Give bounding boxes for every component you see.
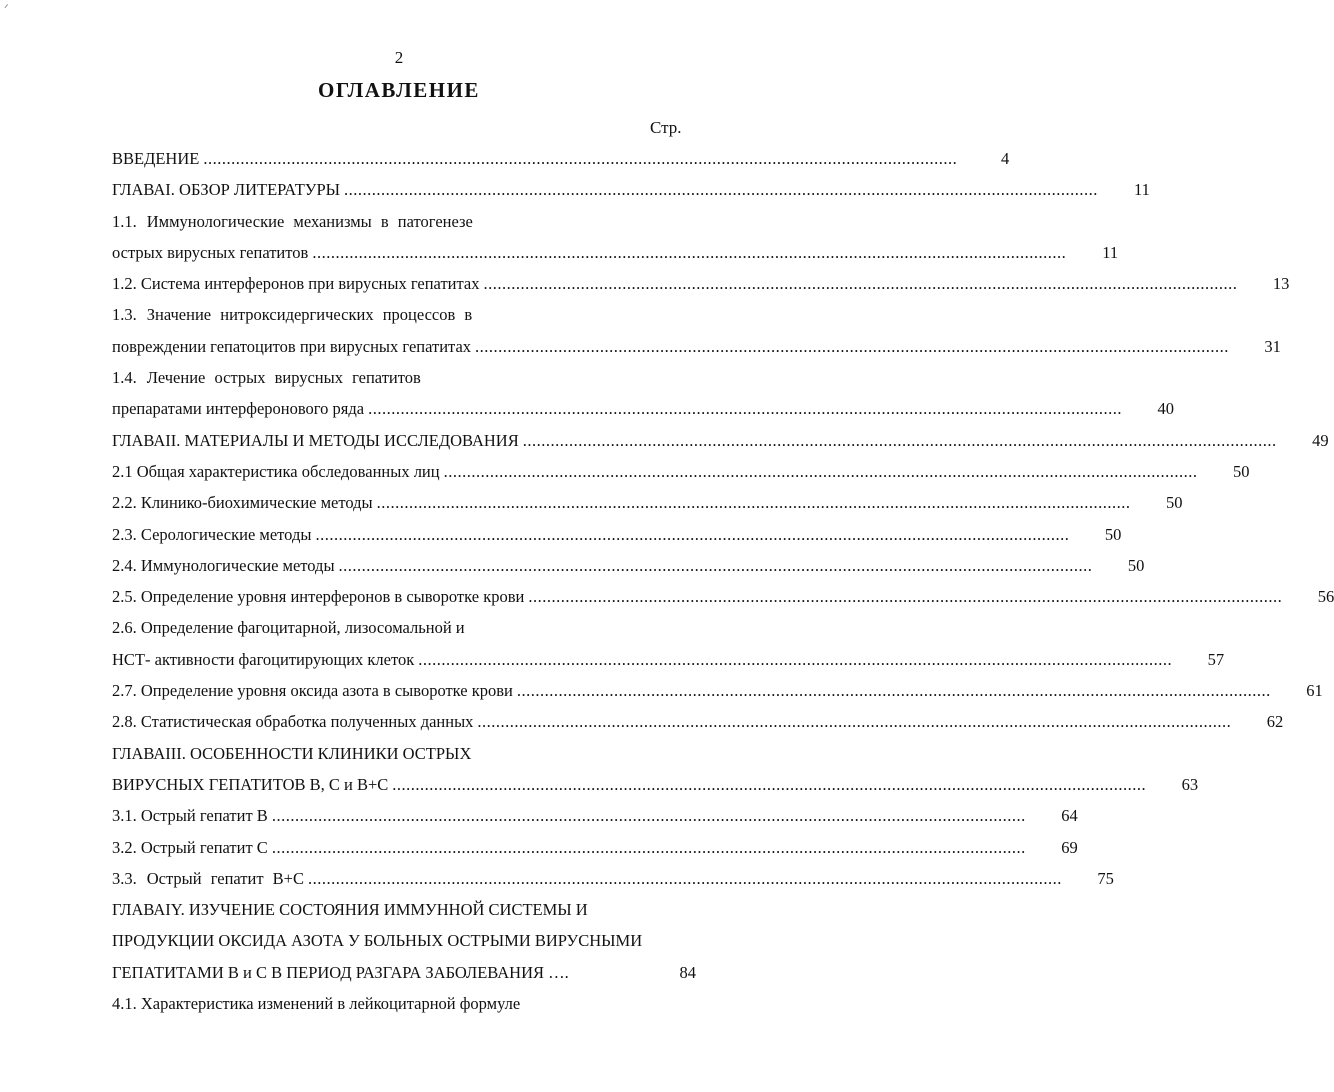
toc-entry (112, 331, 1281, 362)
toc-entry-label: Острый гепатит В+С (146, 868, 304, 888)
toc-entry-page: 11 (1102, 242, 1119, 262)
toc-entry-page: 11 (1134, 180, 1150, 200)
dot-leader: ................................................................................................................................................................... (528, 587, 1283, 607)
toc-entry (112, 675, 1323, 706)
toc-entry-text: ПРОДУКЦИИ ОКСИДА АЗОТА У БОЛЬНЫХ ОСТРЫМИ ВИРУСНЫМИ (112, 931, 643, 951)
toc-entry-text: 3.2. Острый гепатит С (112, 837, 268, 857)
toc-entry (112, 487, 1183, 518)
toc-entry-page: 84 (679, 962, 696, 982)
toc-entry-page: 75 (1097, 868, 1114, 888)
toc-entry-text (112, 362, 421, 393)
toc-entry-text: ГЛАВАIY. ИЗУЧЕНИЕ СОСТОЯНИЯ ИММУННОЙ СИСТЕМЫ И (112, 900, 588, 920)
toc-entry-text: 3.1. Острый гепатит В (112, 806, 268, 826)
toc-entry-text: НСТ- активности фагоцитирующих клеток (112, 649, 415, 669)
toc-entry-page: 49 (1312, 430, 1329, 450)
toc-entry-label: Иммунологические механизмы в патогенезе (146, 211, 473, 231)
toc-entry (112, 581, 1334, 612)
toc-entry-text: ГЕПАТИТАМИ В и С В ПЕРИОД РАЗГАРА ЗАБОЛЕВАНИЯ …. (112, 962, 569, 982)
dot-leader: ................................................................................................................................................................... (312, 242, 1067, 262)
toc-entry-page: 50 (1232, 461, 1250, 481)
toc-entry-page: 62 (1266, 712, 1284, 732)
toc-entry-number: 1.1. (112, 211, 137, 231)
toc-entry-page: 56 (1317, 587, 1334, 607)
toc-entry (112, 143, 1010, 174)
toc-entry-label: Лечение острых вирусных гепатитов (146, 368, 421, 388)
dot-leader: ................................................................................................................................................................... (516, 681, 1271, 701)
toc-entry-text: 2.7. Определение уровня оксида азота в сыворотке крови (112, 681, 513, 701)
scan-artifact-mark: ᐟ (4, 3, 9, 15)
dot-leader: ................................................................................................................................................................... (368, 399, 1122, 419)
toc-entry-number: 1.4. (112, 368, 137, 388)
toc-entry (112, 894, 696, 925)
toc-entry (112, 268, 1290, 299)
toc-entry (112, 706, 1284, 737)
toc-entry (112, 425, 1329, 456)
dot-leader: ................................................................................................................................................................... (392, 774, 1147, 794)
toc-entry-page: 57 (1207, 649, 1225, 669)
toc-entry (112, 738, 696, 769)
toc-entry (112, 174, 1150, 205)
toc-entry-page: 64 (1061, 806, 1078, 826)
toc-entry (112, 612, 696, 643)
toc-entry (112, 925, 696, 956)
toc-entry-text: 2.5. Определение уровня интерферонов в сыворотке крови (112, 587, 525, 607)
toc-entry-text: 4.1. Характеристика изменений в лейкоцитарной формуле (112, 994, 521, 1014)
table-of-contents (112, 143, 1334, 1019)
dot-leader: ................................................................................................................................................................... (418, 649, 1173, 669)
toc-entry-text: 2.3. Серологические методы (112, 524, 312, 544)
dot-leader: ................................................................................................................................................................... (522, 430, 1277, 450)
toc-entry-text (112, 206, 473, 237)
page-number: 2 (394, 48, 404, 67)
toc-entry-text: 2.1 Общая характеристика обследованных лиц (112, 461, 440, 481)
toc-entry-label: Значение нитроксидергических процессов в (146, 305, 473, 325)
toc-entry (112, 550, 1145, 581)
dot-leader: ................................................................................................................................................................... (344, 180, 1098, 200)
page-column-header: Стр. (650, 118, 682, 137)
toc-entry (112, 519, 1122, 550)
toc-entry-page: 69 (1061, 837, 1078, 857)
toc-entry (112, 800, 1078, 831)
toc-entry-text (112, 863, 304, 894)
toc-entry (112, 206, 696, 237)
toc-entry (112, 237, 1119, 268)
toc-entry-page: 61 (1306, 681, 1323, 701)
toc-entry-text: 1.2. Система интерферонов при вирусных гепатитах (112, 274, 480, 294)
toc-title: ОГЛАВЛЕНИЕ (318, 78, 480, 102)
toc-entry-text: 2.8. Статистическая обработка полученных данных (112, 712, 474, 732)
dot-leader: ................................................................................................................................................................... (443, 461, 1198, 481)
toc-entry-text: 2.6. Определение фагоцитарной, лизосомальной и (112, 618, 465, 638)
dot-leader: ................................................................................................................................................................... (308, 868, 1062, 888)
toc-entry-number: 1.3. (112, 305, 137, 325)
toc-entry-text: ВВЕДЕНИЕ (112, 149, 200, 168)
dot-leader: ................................................................................................................................................................... (203, 149, 958, 168)
toc-entry (112, 644, 1225, 675)
dot-leader: ................................................................................................................................................................... (477, 712, 1232, 732)
toc-entry-page: 40 (1157, 399, 1174, 419)
dot-leader: ................................................................................................................................................................... (315, 524, 1070, 544)
toc-entry-text: острых вирусных гепатитов (112, 242, 309, 262)
toc-entry-page: 4 (1000, 149, 1010, 168)
dot-leader: ................................................................................................................................................................... (271, 806, 1026, 826)
toc-entry-page: 50 (1104, 524, 1122, 544)
dot-leader: ................................................................................................................................................................... (376, 493, 1131, 513)
toc-entry (112, 456, 1250, 487)
toc-entry-text: препаратами интерферонового ряда (112, 399, 365, 419)
toc-entry-page: 31 (1264, 336, 1281, 356)
toc-entry-text: ГЛАВАI. ОБЗОР ЛИТЕРАТУРЫ (112, 180, 341, 200)
toc-entry (112, 769, 1199, 800)
toc-entry-number: 3.3. (112, 868, 137, 888)
dot-leader: ................................................................................................................................................................... (483, 274, 1238, 294)
dot-leader: ................................................................................................................................................................... (475, 336, 1229, 356)
dot-leader: ................................................................................................................................................................... (338, 555, 1093, 575)
toc-entry-text: ГЛАВАIII. ОСОБЕННОСТИ КЛИНИКИ ОСТРЫХ (112, 743, 472, 763)
toc-entry (112, 988, 696, 1019)
toc-entry (112, 362, 696, 393)
toc-entry (112, 863, 1114, 894)
toc-entry-page: 50 (1165, 493, 1183, 513)
dot-leader: ................................................................................................................................................................... (271, 837, 1026, 857)
toc-entry-text: повреждении гепатоцитов при вирусных гепатитах (112, 336, 472, 356)
toc-entry-page: 50 (1127, 555, 1145, 575)
toc-entry-text: 2.4. Иммунологические методы (112, 555, 335, 575)
toc-entry (112, 957, 696, 988)
toc-entry (112, 832, 1078, 863)
toc-entry-page: 63 (1181, 774, 1199, 794)
toc-entry (112, 299, 696, 330)
toc-entry-text: ГЛАВАII. МАТЕРИАЛЫ И МЕТОДЫ ИССЛЕДОВАНИЯ (112, 430, 519, 450)
toc-entry-text (112, 299, 472, 330)
toc-entry-text: 2.2. Клинико-биохимические методы (112, 493, 373, 513)
toc-entry-page: 13 (1272, 274, 1290, 294)
toc-entry (112, 393, 1174, 424)
toc-entry-text: ВИРУСНЫХ ГЕПАТИТОВ В, С и В+С (112, 774, 389, 794)
